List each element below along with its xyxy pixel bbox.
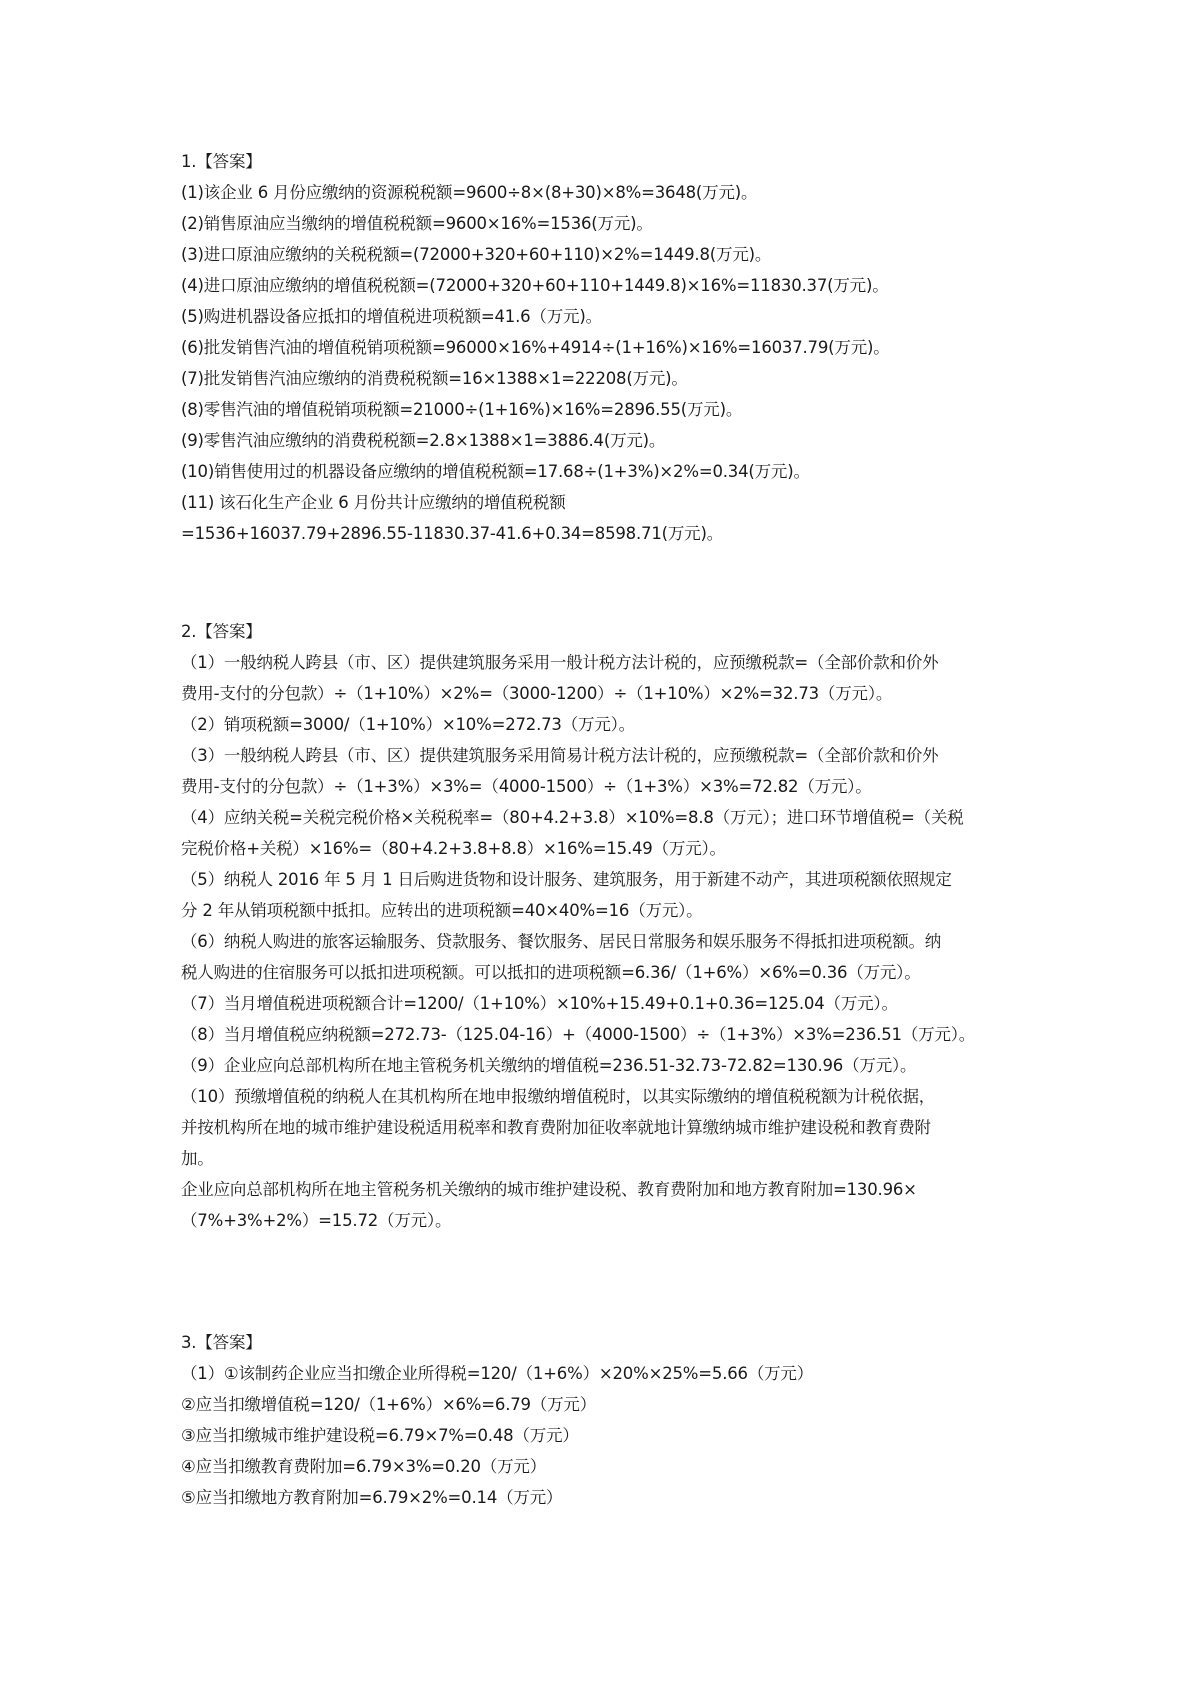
answer-line: （7%+3%+2%）=15.72（万元）。 (181, 1211, 452, 1230)
answer-line: (3)进口原油应缴纳的关税税额=(72000+320+60+110)×2%=1449.8(万元)。 (181, 245, 772, 264)
answer-line: （1）①该制药企业应当扣缴企业所得税=120/（1+6%）×20%×25%=5.66（万元） (181, 1364, 814, 1383)
answer-line: (8)零售汽油的增值税销项税额=21000÷(1+16%)×16%=2896.55(万元)。 (181, 400, 743, 419)
answer-line: 费用-支付的分包款）÷（1+3%）×3%=（4000-1500）÷（1+3%）×3%=72.82（万元）。 (181, 777, 872, 796)
answer-line: (11) 该石化生产企业 6 月份共计应缴纳的增值税税额 (181, 493, 566, 512)
answer-line: ④应当扣缴教育费附加=6.79×3%=0.20（万元） (181, 1457, 547, 1476)
answer-line: （2）销项税额=3000/（1+10%）×10%=272.73（万元）。 (181, 715, 635, 734)
section-heading: 2.【答案】 (181, 622, 262, 641)
answer-line: (1)该企业 6 月份应缴纳的资源税税额=9600÷8×(8+30)×8%=3648(万元)。 (181, 183, 758, 202)
answer-line: ②应当扣缴增值税=120/（1+6%）×6%=6.79（万元） (181, 1395, 597, 1414)
answer-line: 分 2 年从销项税额中抵扣。应转出的进项税额=40×40%=16（万元）。 (181, 901, 703, 920)
answer-line: 企业应向总部机构所在地主管税务机关缴纳的城市维护建设税、教育费附加和地方教育附加=130.96× (181, 1180, 917, 1199)
answer-line: 税人购进的住宿服务可以抵扣进项税额。可以抵扣的进项税额=6.36/（1+6%）×6%=0.36（万元）。 (181, 963, 921, 982)
answer-line: (4)进口原油应缴纳的增值税税额=(72000+320+60+110+1449.8)×16%=11830.37(万元)。 (181, 276, 889, 295)
answer-line: （5）纳税人 2016 年 5 月 1 日后购进货物和设计服务、建筑服务，用于新建不动产，其进项税额依照规定 (181, 870, 952, 889)
answer-line: (2)销售原油应当缴纳的增值税税额=9600×16%=1536(万元)。 (181, 214, 653, 233)
answer-line: =1536+16037.79+2896.55-11830.37-41.6+0.34=8598.71(万元)。 (181, 524, 723, 543)
answer-section-2 (181, 616, 1041, 1236)
answer-section-1 (181, 146, 1041, 549)
answer-line: （7）当月增值税进项税额合计=1200/（1+10%）×10%+15.49+0.1+0.36=125.04（万元）。 (181, 994, 898, 1013)
answer-line: （10）预缴增值税的纳税人在其机构所在地申报缴纳增值税时，以其实际缴纳的增值税税额为计税依据， (181, 1087, 936, 1106)
answer-line: （9）企业应向总部机构所在地主管税务机关缴纳的增值税=236.51-32.73-72.82=130.96（万元）。 (181, 1056, 917, 1075)
answer-line: （8）当月增值税应纳税额=272.73-（125.04-16）+（4000-1500）÷（1+3%）×3%=236.51（万元）。 (181, 1025, 976, 1044)
answer-section-3 (181, 1327, 1041, 1513)
answer-line: ⑤应当扣缴地方教育附加=6.79×2%=0.14（万元） (181, 1488, 563, 1507)
answer-line: 并按机构所在地的城市维护建设税适用税率和教育费附加征收率就地计算缴纳城市维护建设税和教育费附 (181, 1118, 931, 1137)
answer-line: （6）纳税人购进的旅客运输服务、贷款服务、餐饮服务、居民日常服务和娱乐服务不得抵扣进项税额。纳 (181, 932, 942, 951)
answer-line: （4）应纳关税=关税完税价格×关税税率=（80+4.2+3.8）×10%=8.8（万元）；进口环节增值税=（关税 (181, 808, 964, 827)
answer-line: （1）一般纳税人跨县（市、区）提供建筑服务采用一般计税方法计税的，应预缴税款=（全部价款和价外 (181, 653, 939, 672)
answer-line: 费用-支付的分包款）÷（1+10%）×2%=（3000-1200）÷（1+10%）×2%=32.73（万元）。 (181, 684, 893, 703)
answer-line: (6)批发销售汽油的增值税销项税额=96000×16%+4914÷(1+16%)×16%=16037.79(万元)。 (181, 338, 890, 357)
answer-line: (5)购进机器设备应抵扣的增值税进项税额=41.6（万元)。 (181, 307, 602, 326)
answer-line: （3）一般纳税人跨县（市、区）提供建筑服务采用简易计税方法计税的，应预缴税款=（全部价款和价外 (181, 746, 939, 765)
answer-line: ③应当扣缴城市维护建设税=6.79×7%=0.48（万元） (181, 1426, 579, 1445)
answer-line: (9)零售汽油应缴纳的消费税税额=2.8×1388×1=3886.4(万元)。 (181, 431, 666, 450)
answer-line: (7)批发销售汽油应缴纳的消费税税额=16×1388×1=22208(万元)。 (181, 369, 688, 388)
section-heading: 3.【答案】 (181, 1333, 262, 1352)
section-heading: 1.【答案】 (181, 152, 262, 171)
answer-line: (10)销售使用过的机器设备应缴纳的增值税税额=17.68÷(1+3%)×2%=0.34(万元)。 (181, 462, 810, 481)
answer-line: 加。 (181, 1149, 214, 1168)
answer-line: 完税价格+关税）×16%=（80+4.2+3.8+8.8）×16%=15.49（万元）。 (181, 839, 726, 858)
